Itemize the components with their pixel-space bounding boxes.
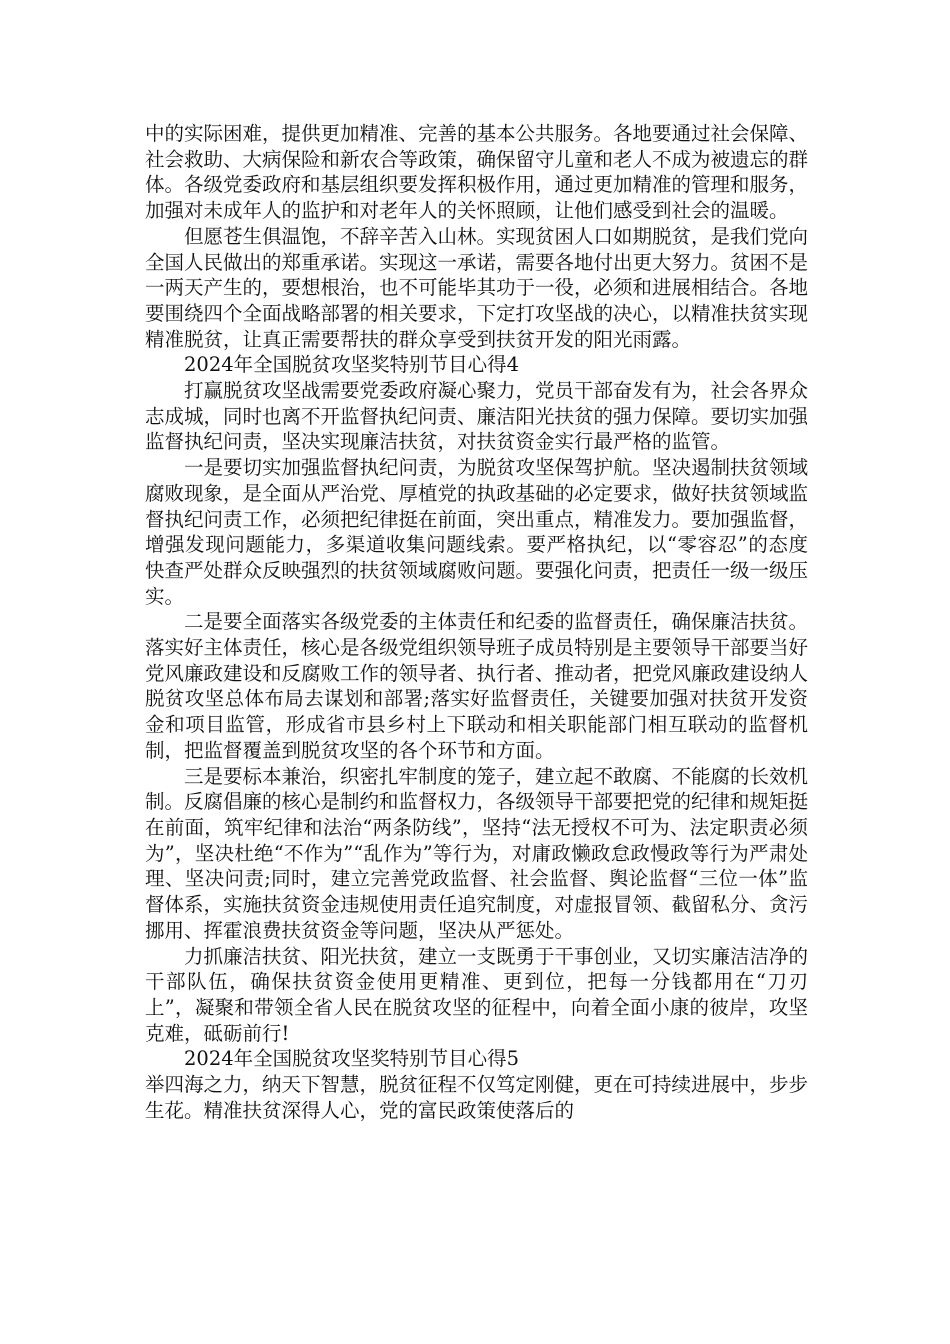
paragraph: 但愿苍生俱温饱，不辞辛苦入山林。实现贫困人口如期脱贫，是我们党向全国人民做出的郑重承诺。实现这一承诺，需要各地付出更大努力。贫困不是一两天产生的，要想根治，也不可能毕其功于一役，必须和进展相结合。各地要围绕四个全面战略部署的相关要求，下定打攻坚战的决心，以精准扶贫实现精准脱贫，让真正需要帮扶的群众享受到扶贫开发的阳光雨露。 — [145, 224, 809, 351]
section-heading: 2024年全国脱贫攻坚奖特别节目心得4 — [184, 353, 520, 377]
paragraph: 打赢脱贫攻坚战需要党委政府凝心聚力，党员干部奋发有为，社会各界众志成城，同时也离不开监督执纪问责、廉洁阳光扶贫的强力保障。要切实加强监督执纪问责，坚决实现廉洁扶贫，对扶贫资金实行最严格的监管。 — [145, 379, 809, 454]
document-page — [145, 121, 808, 1123]
paragraph: 中的实际困难，提供更加精准、完善的基本公共服务。各地要通过社会保障、社会救助、大病保险和新农合等政策，确保留守儿童和老人不成为被遗忘的群体。各级党委政府和基层组织要发挥积极作用，通过更加精准的管理和服务，加强对未成年人的监护和对老年人的关怀照顾，让他们感受到社会的温暖。 — [145, 122, 809, 223]
paragraph: 三是要标本兼治，织密扎牢制度的笼子，建立起不敢腐、不能腐的长效机制。反腐倡廉的核心是制约和监督权力，各级领导干部要把党的纪律和规矩挺在前面，筑牢纪律和法治“两条防线”，坚持“法无授权不可为、法定职责必须为”，坚决杜绝“不作为”“乱作为”等行为，对庸政懒政怠政慢政等行为严肃处理、坚决问责;同时，建立完善党政监督、社会监督、舆论监督“三位一体”监督体系，实施扶贫资金违规使用责任追究制度，对虚报冒领、截留私分、贪污挪用、挥霍浪费扶贫资金等问题，坚决从严惩处。 — [145, 764, 809, 942]
paragraph: 举四海之力，纳天下智慧，脱贫征程不仅笃定刚健，更在可持续进展中，步步生花。精准扶贫深得人心，党的富民政策使落后的 — [145, 1073, 809, 1122]
paragraph: 一是要切实加强监督执纪问责，为脱贫攻坚保驾护航。坚决遏制扶贫领域腐败现象，是全面从严治党、厚植党的执政基础的必定要求，做好扶贫领域监督执纪问责工作，必须把纪律挺在前面，突出重点，精准发力。要加强监督，增强发现问题能力，多渠道收集问题线索。要严格执纪，以“零容忍”的态度快查严处群众反映强烈的扶贫领域腐败问题。要强化问责，把责任一级一级压实。 — [145, 456, 809, 608]
paragraph: 力抓廉洁扶贫、阳光扶贫，建立一支既勇于干事创业，又切实廉洁洁净的干部队伍，确保扶贫资金使用更精准、更到位，把每一分钱都用在“刀刃上”，凝聚和带领全省人民在脱贫攻坚的征程中，向着全面小康的彼岸，攻坚克难，砥砺前行! — [145, 944, 809, 1045]
paragraph: 二是要全面落实各级党委的主体责任和纪委的监督责任，确保廉洁扶贫。落实好主体责任，核心是各级党组织领导班子成员特别是主要领导干部要当好党风廉政建设和反腐败工作的领导者、执行者、推动者，把党风廉政建设纳人脱贫攻坚总体布局去谋划和部署;落实好监督责任，关键要加强对扶贫开发资金和项目监管，形成省市县乡村上下联动和相关职能部门相互联动的监督机制，把监督覆盖到脱贫攻坚的各个环节和方面。 — [145, 610, 809, 762]
section-heading: 2024年全国脱贫攻坚奖特别节目心得5 — [184, 1047, 520, 1071]
